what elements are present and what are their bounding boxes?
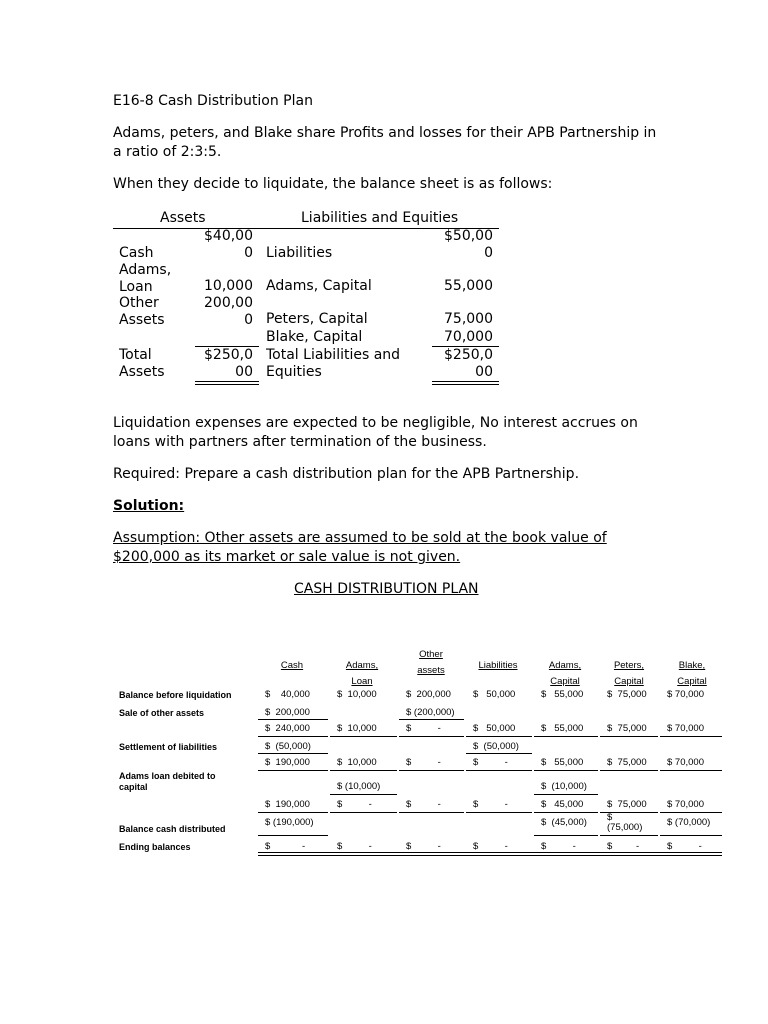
table-cell: $ 50,000: [473, 723, 516, 734]
column-header-peters-capital: Peters, Capital: [613, 660, 645, 687]
table-cell: $ -: [607, 841, 640, 852]
note-line-2: loans with partners after termination of the business.: [113, 434, 487, 450]
table-cell: $ 70,000: [667, 723, 704, 734]
table-rule: [258, 719, 328, 720]
table-rule: [330, 770, 397, 771]
table-cell: $ (75,000): [607, 812, 643, 833]
table-rule: [534, 812, 598, 813]
liab-label-peters-capital: Peters, Capital: [266, 311, 368, 327]
table-cell: $ 45,000: [541, 799, 584, 810]
table-cell: $ -: [473, 841, 508, 852]
asset-value-adams-loan: 10,000: [204, 278, 253, 294]
table-cell: $ -: [406, 799, 441, 810]
note-line-1: Liquidation expenses are expected to be negligible, No interest accrues on: [113, 415, 638, 431]
table-rule: [466, 812, 532, 813]
table-rule: [660, 835, 722, 836]
table-cell: $ 70,000: [667, 757, 704, 768]
table-cell: $ -: [406, 841, 441, 852]
table-cell: $ 190,000: [265, 757, 310, 768]
assets-header: Assets: [160, 210, 206, 226]
table-rule: [534, 736, 598, 737]
ending-double-rule: [258, 852, 722, 856]
table-cell: $ (190,000): [265, 817, 314, 828]
asset-label-cash: Cash: [119, 245, 154, 261]
table-cell: $ 55,000: [541, 723, 584, 734]
table-cell: $ -: [473, 757, 508, 768]
table-rule: [466, 736, 532, 737]
table-rule: [534, 770, 598, 771]
table-rule: [399, 719, 464, 720]
table-cell: $ -: [265, 841, 306, 852]
liab-value-blake-capital: 70,000: [444, 329, 493, 345]
row-label: Settlement of liabilities: [119, 742, 218, 752]
table-cell: $ 75,000: [607, 723, 647, 734]
row-label: Balance cash distributed: [119, 824, 226, 834]
table-rule: [399, 736, 464, 737]
asset-label-other: Other Assets: [119, 295, 165, 328]
table-rule: [660, 736, 722, 737]
table-rule: [330, 736, 397, 737]
table-cell: $ (10,000): [541, 781, 587, 792]
liab-value-peters-capital: 75,000: [444, 311, 493, 327]
table-rule: [600, 770, 658, 771]
table-rule: [258, 753, 328, 754]
plan-title: CASH DISTRIBUTION PLAN: [294, 581, 479, 597]
table-cell: $ 190,000: [265, 799, 310, 810]
table-cell: $ 200,000: [406, 689, 451, 700]
table-rule: [600, 736, 658, 737]
table-cell: $ (45,000): [541, 817, 587, 828]
table-cell: $ -: [337, 841, 372, 852]
row-label: Sale of other assets: [119, 708, 205, 718]
table-cell: $ -: [667, 841, 702, 852]
table-rule: [660, 812, 722, 813]
column-header-blake-capital: Blake, Capital: [677, 660, 707, 687]
table-rule: [534, 835, 598, 836]
table-cell: $ (200,000): [406, 707, 455, 718]
liab-value-liabilities: $50,00 0: [444, 228, 493, 261]
table-cell: $ 200,000: [265, 707, 310, 718]
table-cell: $ (50,000): [265, 741, 311, 752]
row-label: Balance before liquidation: [119, 690, 232, 700]
liab-label-liabilities: Liabilities: [266, 245, 333, 261]
table-rule: [534, 794, 598, 795]
asset-value-other: 200,00 0: [204, 295, 253, 328]
asset-value-cash: $40,00 0: [204, 228, 253, 261]
table-cell: $ (10,000): [337, 781, 381, 792]
column-header-adams-capital: Adams, Capital: [548, 660, 582, 687]
table-cell: $ -: [473, 799, 508, 810]
liab-value-adams-capital: 55,000: [444, 278, 493, 294]
liab-label-adams-capital: Adams, Capital: [266, 278, 372, 294]
table-rule: [330, 794, 397, 795]
row-label: Ending balances: [119, 842, 191, 852]
column-header-other-assets: Other assets: [417, 649, 445, 676]
table-cell: $ -: [406, 723, 441, 734]
table-cell: $ 75,000: [607, 689, 647, 700]
table-rule: [399, 812, 464, 813]
table-cell: $ 50,000: [473, 689, 516, 700]
table-cell: $ 10,000: [337, 723, 377, 734]
table-cell: $ 70,000: [667, 799, 704, 810]
intro-line-2: a ratio of 2:3:5.: [113, 144, 222, 160]
table-rule: [466, 770, 532, 771]
table-cell: $ 10,000: [337, 757, 377, 768]
table-rule: [600, 835, 658, 836]
table-rule: [330, 812, 397, 813]
table-rule: [466, 753, 532, 754]
table-cell: $ 75,000: [607, 799, 647, 810]
total-assets-value: $250,0 00: [204, 347, 253, 380]
table-cell: $ 55,000: [541, 757, 584, 768]
total-liab-label: Total Liabilities and Equities: [266, 347, 401, 380]
liabilities-header: Liabilities and Equities: [301, 210, 459, 226]
table-cell: $ -: [406, 757, 441, 768]
table-rule: [258, 835, 328, 836]
table-rule: [600, 812, 658, 813]
table-cell: $ (70,000): [667, 817, 711, 828]
column-header-liabilities: Liabilities: [478, 660, 518, 671]
liab-label-blake-capital: Blake, Capital: [266, 329, 363, 345]
table-rule: [258, 812, 328, 813]
table-cell: $ (50,000): [473, 741, 519, 752]
column-header-adams-loan: Adams, Loan: [345, 660, 379, 687]
total-liab-value: $250,0 00: [444, 347, 493, 380]
column-header-cash: Cash: [280, 660, 304, 671]
required-text: Required: Prepare a cash distribution plan for the APB Partnership.: [113, 466, 580, 482]
table-cell: $ 75,000: [607, 757, 647, 768]
asset-label-adams-loan: Adams, Loan: [119, 262, 172, 295]
table-rule: [660, 770, 722, 771]
table-rule: [399, 770, 464, 771]
row-label: Adams loan debited to capital: [119, 771, 216, 792]
assumption-line-2: $200,000 as its market or sale value is not given.: [113, 549, 461, 565]
table-cell: $ 40,000: [265, 689, 310, 700]
doc-title: E16-8 Cash Distribution Plan: [113, 93, 313, 109]
table-cell: $ 55,000: [541, 689, 584, 700]
intro-line-1: Adams, peters, and Blake share Profits and losses for their APB Partnership in: [113, 125, 657, 141]
solution-heading: Solution:: [113, 498, 185, 514]
table-cell: $ 10,000: [337, 689, 377, 700]
table-rule: [258, 770, 328, 771]
table-cell: $ 70,000: [667, 689, 704, 700]
table-cell: $ 240,000: [265, 723, 310, 734]
table-cell: $ -: [337, 799, 372, 810]
total-assets-label: Total Assets: [119, 347, 165, 380]
assumption-line-1: Assumption: Other assets are assumed to be sold at the book value of: [113, 530, 607, 546]
table-cell: $ -: [541, 841, 576, 852]
table-rule: [258, 736, 328, 737]
balance-intro: When they decide to liquidate, the balance sheet is as follows:: [113, 176, 553, 192]
